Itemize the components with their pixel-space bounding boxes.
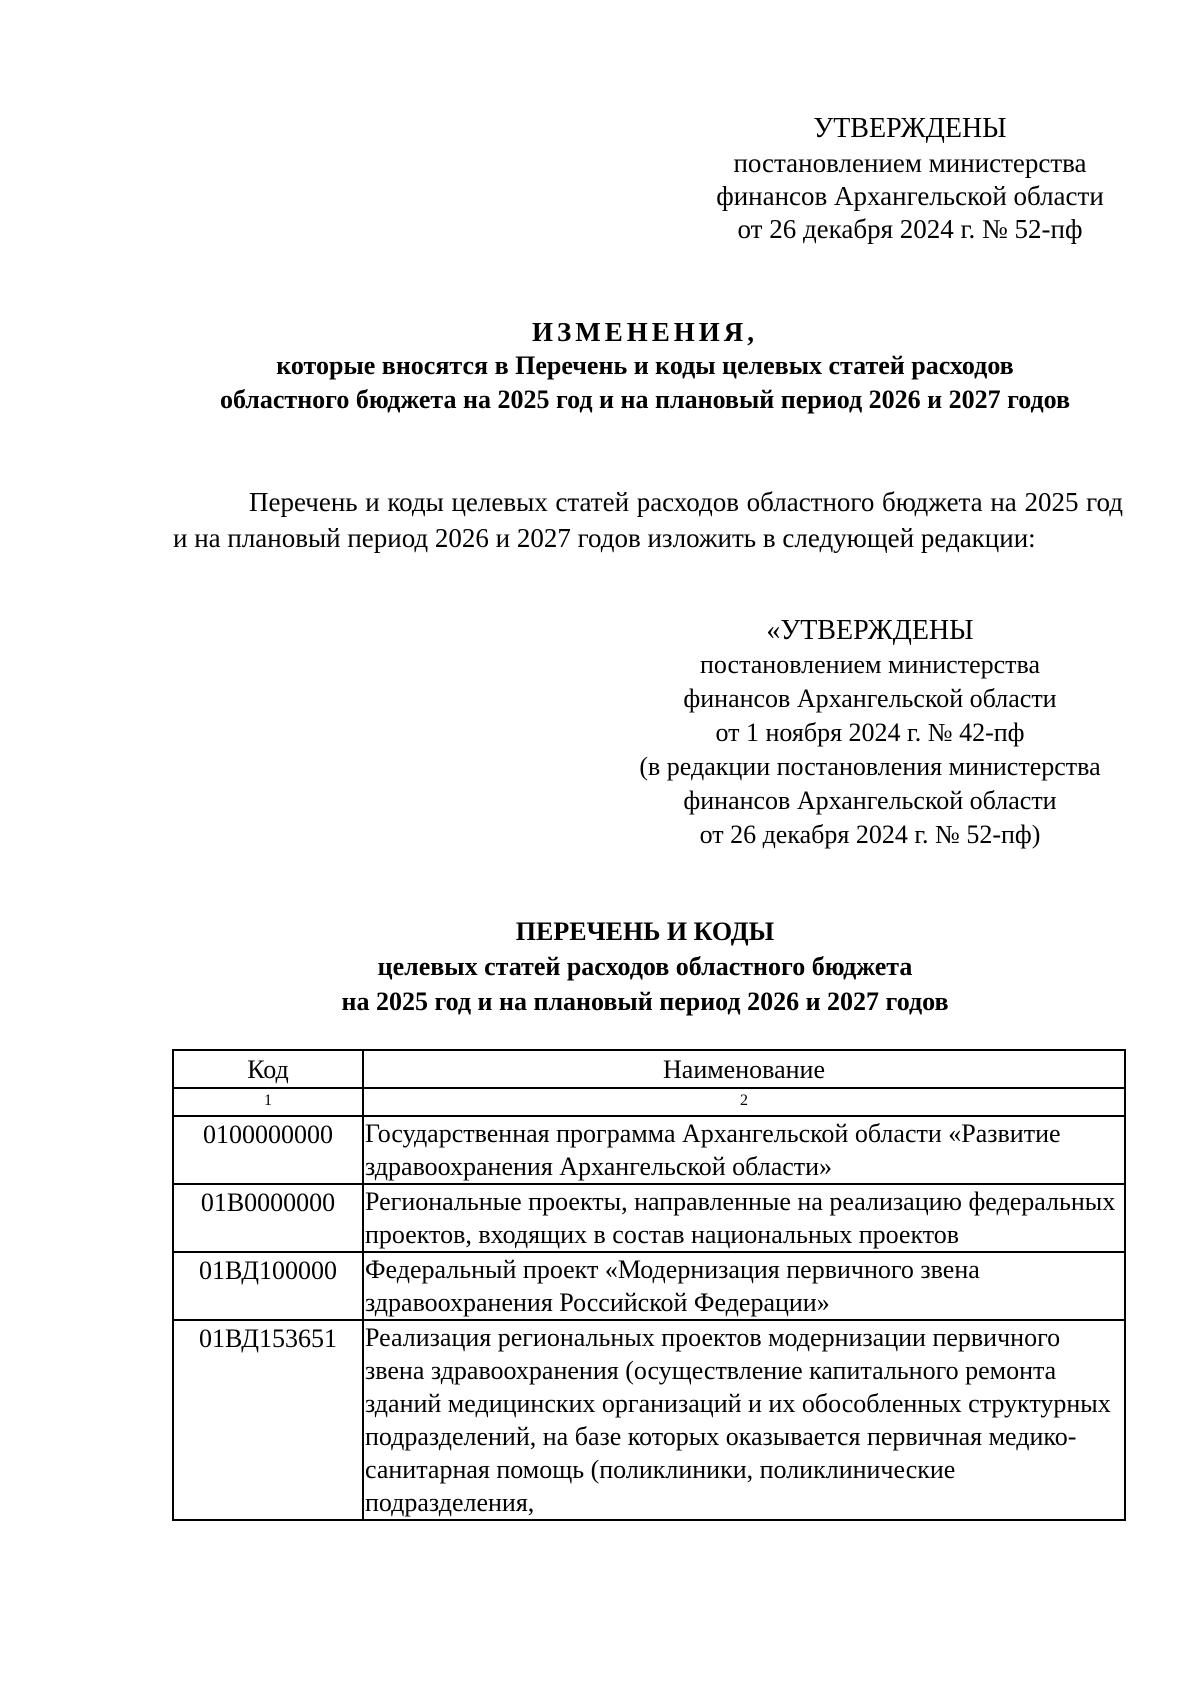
row-code: 0100000000 bbox=[173, 1116, 363, 1184]
approval-stamp bbox=[690, 112, 1130, 246]
row-code: 01ВД100000 bbox=[173, 1252, 363, 1320]
quoted-approval-line: от 26 декабря 2024 г. № 52-пф) bbox=[699, 820, 1041, 849]
list-title-line: на 2025 год и на плановый период 2026 и 2027 годов bbox=[341, 987, 949, 1016]
table-row bbox=[173, 1184, 1125, 1252]
quoted-approval-line: (в редакции постановления министерства bbox=[639, 752, 1101, 781]
row-code: 01ВД153651 bbox=[173, 1320, 363, 1520]
quoted-approval-line: финансов Архангельской области bbox=[683, 786, 1057, 815]
approval-line: постановлением министерства bbox=[733, 148, 1087, 178]
column-number-row bbox=[173, 1088, 1125, 1116]
row-name: Государственная программа Архангельской области «Развитие здравоохранения Архангельской области» bbox=[363, 1116, 1125, 1184]
quoted-approval-line: от 1 ноября 2024 г. № 42-пф bbox=[715, 718, 1025, 747]
changes-title-line: областного бюджета на 2025 год и на плановый период 2026 и 2027 годов bbox=[219, 385, 1071, 414]
quoted-approval-title: «УТВЕРЖДЕНЫ bbox=[766, 615, 974, 646]
quoted-approval-line: постановлением министерства bbox=[699, 650, 1041, 679]
column-number: 2 bbox=[363, 1088, 1125, 1116]
approval-line: финансов Архангельской области bbox=[716, 181, 1104, 211]
table-header-row bbox=[173, 1050, 1125, 1088]
column-number: 1 bbox=[173, 1088, 363, 1116]
row-name: Федеральный проект «Модернизация первичного звена здравоохранения Российской Федерации» bbox=[363, 1252, 1125, 1320]
table-row bbox=[173, 1252, 1125, 1320]
intro-paragraph: Перечень и коды целевых статей расходов областного бюджета на 2025 год и на плановый период 2026 и 2027 годов изложить в следующей редакции: bbox=[173, 487, 1123, 553]
list-title bbox=[150, 914, 1140, 1019]
row-name: Региональные проекты, направленные на реализацию федеральных проектов, входящих в состав национальных проектов bbox=[363, 1184, 1125, 1252]
approval-title: УТВЕРЖДЕНЫ bbox=[813, 113, 1007, 144]
approval-line: от 26 декабря 2024 г. № 52-пф bbox=[737, 214, 1083, 244]
codes-table bbox=[172, 1049, 1126, 1521]
header-code: Код bbox=[173, 1050, 363, 1088]
list-title-line: целевых статей расходов областного бюджета bbox=[377, 952, 913, 981]
list-title-main: ПЕРЕЧЕНЬ И КОДЫ bbox=[515, 917, 775, 946]
changes-title-line: которые вносятся в Перечень и коды целевых статей расходов bbox=[276, 351, 1014, 380]
header-name: Наименование bbox=[363, 1050, 1125, 1088]
quoted-approval-line: финансов Архангельской области bbox=[683, 684, 1057, 713]
table-row bbox=[173, 1116, 1125, 1184]
table-row bbox=[173, 1320, 1125, 1520]
row-name: Реализация региональных проектов модернизации первичного звена здравоохранения (осуществление капитального ремонта зданий медицинских организаций и их обособленных структурных подразделений, на базе которых оказывается первичная медико-санитарная помощь (поликлиники, поликлинические подразделения, bbox=[363, 1320, 1125, 1520]
row-code: 01В0000000 bbox=[173, 1184, 363, 1252]
changes-title-main: ИЗМЕНЕНИЯ, bbox=[531, 317, 758, 347]
quoted-approval-stamp bbox=[600, 614, 1140, 852]
changes-title bbox=[150, 315, 1140, 417]
